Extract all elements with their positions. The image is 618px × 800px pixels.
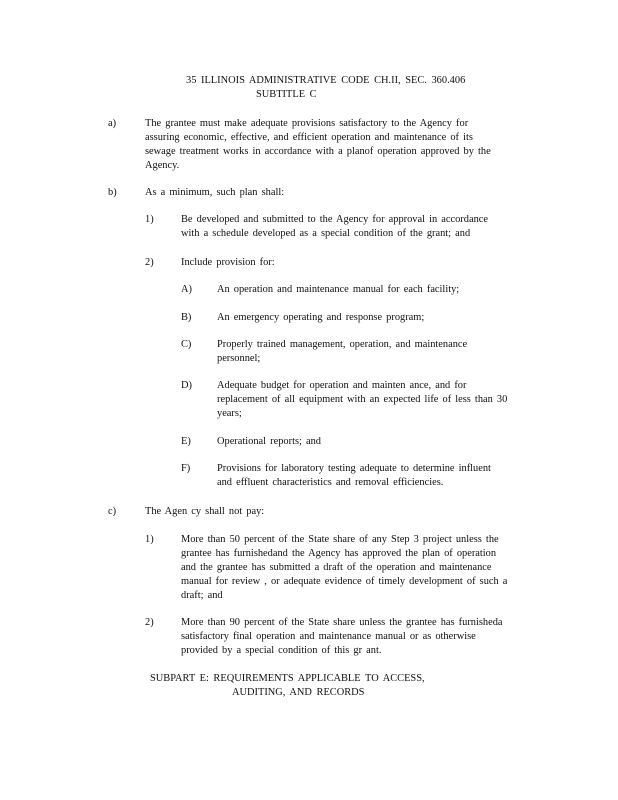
- section-b-item-1-label: 1): [145, 214, 154, 225]
- header-citation: 35 ILLINOIS ADMINISTRATIVE CODE CH.II, SEC. 360.406: [186, 75, 466, 86]
- subpart-heading: SUBPART E: REQUIREMENTS APPLICABLE TO ACCESS,: [150, 673, 425, 684]
- section-c-item-2-label: 2): [145, 617, 154, 628]
- subitem-D-label: D): [181, 380, 192, 391]
- section-a-label: a): [108, 118, 117, 129]
- section-c-label: c): [108, 506, 117, 517]
- subitem-C-text: Properly trained management, operation, and maintenance personnel;: [217, 339, 468, 364]
- subitem-F-label: F): [181, 463, 191, 474]
- subitem-A-text: An operation and maintenance manual for each facility;: [217, 284, 460, 295]
- subitem-E-label: E): [181, 436, 191, 447]
- header-subtitle: SUBTITLE C: [256, 89, 317, 100]
- section-c-item-1-text: More than 50 percent of the State share of any Step 3 project unless the grantee has furnishedand the Agency has approved the plan of operation and the grantee has submitted a draft of the operation and maintenance manual for review , or adequate evidence of timely development of such a draft; and: [181, 534, 508, 601]
- subitem-B-label: B): [181, 312, 192, 323]
- section-b-item-1-text: Be developed and submitted to the Agency for approval in accordance with a schedule developed as a special condition of the grant; and: [181, 214, 488, 239]
- section-c-item-1-label: 1): [145, 534, 154, 545]
- section-b-item-2-label: 2): [145, 257, 154, 268]
- subitem-A-label: A): [181, 284, 192, 295]
- subitem-B-text: An emergency operating and response program;: [217, 312, 425, 323]
- section-b-item-2-text: Include provision for:: [181, 257, 275, 268]
- subpart-heading-continued: AUDITING, AND RECORDS: [232, 687, 365, 698]
- subitem-E-text: Operational reports; and: [217, 436, 321, 447]
- section-b-label: b): [108, 187, 117, 198]
- section-b-text: As a minimum, such plan shall:: [145, 187, 285, 198]
- section-c-text: The Agen cy shall not pay:: [145, 506, 265, 517]
- subitem-D-text: Adequate budget for operation and mainten ance, and for replacement of all equipment with an expected life of less than 30 years;: [217, 380, 508, 419]
- section-c-item-2-text: More than 90 percent of the State share unless the grantee has furnisheda satisfactory final operation and maintenance manual or as otherwise provided by a special condition of this gr ant.: [181, 617, 503, 656]
- section-a-text: The grantee must make adequate provisions satisfactory to the Agency for assuring economic, effective, and efficient operation and maintenance of its sewage treatment works in accordance with a planof operation approved by the Agency.: [145, 118, 491, 171]
- subitem-C-label: C): [181, 339, 192, 350]
- subitem-F-text: Provisions for laboratory testing adequate to determine influent and effluent characteristics and removal efficiencies.: [217, 463, 491, 488]
